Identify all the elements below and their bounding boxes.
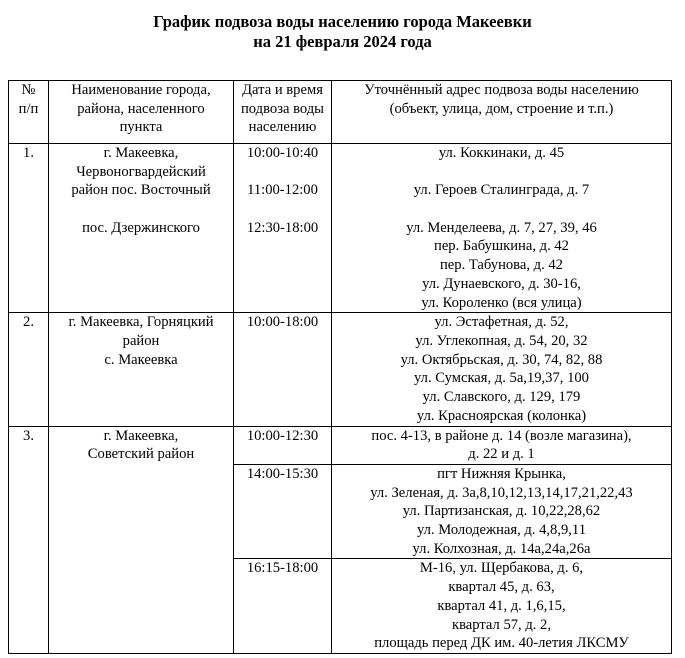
place-line: район <box>122 333 160 349</box>
time-slot: 10:00-18:00 <box>246 314 319 331</box>
time-slot: 10:00-12:30 <box>246 427 319 444</box>
row-address <box>332 464 672 559</box>
row-number <box>9 144 49 313</box>
place-line: с. Макеевка <box>104 351 178 368</box>
header-text: пункта <box>119 119 163 136</box>
row-time <box>234 559 332 654</box>
address-line: ул. Колхозная, д. 14а,24а,26а <box>412 540 591 557</box>
place-line: Советский район <box>87 446 195 463</box>
row-time <box>234 464 332 559</box>
header-text: Уточнённый адрес подвоза воды населению <box>364 82 639 98</box>
address-line: ул. Коккинаки, д. 45 <box>438 145 565 161</box>
address-line: пер. Табунова, д. 42 <box>440 257 563 274</box>
header-text: № <box>21 82 36 98</box>
row-number-text: 2. <box>23 314 34 331</box>
address-line: ул. Молодежная, д. 4,8,9,11 <box>416 522 586 539</box>
address-line: М-16, ул. Щербакова, д. 6, <box>419 560 584 577</box>
title-line-1: График подвоза воды населению города Макеевки <box>153 12 532 31</box>
row-number <box>9 426 49 653</box>
table-row <box>9 426 672 464</box>
address-line: ул. Дунаевского, д. 30-16, <box>422 275 581 292</box>
spacer <box>236 294 329 313</box>
spacer <box>236 163 329 182</box>
place-line <box>51 200 231 219</box>
table-row <box>9 144 672 313</box>
address-line: ул. Октябрьская, д. 30, 74, 82, 88 <box>400 351 603 368</box>
address-line: ул. Короленко (вся улица) <box>421 294 582 311</box>
row-time <box>234 426 332 464</box>
address-line: квартал 41, д. 1,6,15, <box>437 597 566 614</box>
row-number <box>9 313 49 426</box>
place-line: район пос. Восточный <box>71 182 211 199</box>
time-slot: 12:30-18:00 <box>246 219 319 236</box>
address-line: ул. Сумская, д. 5а,19,37, 100 <box>414 370 589 387</box>
address-line: ул. Менделеева, д. 7, 27, 39, 46 <box>406 219 597 236</box>
row-address <box>332 313 672 426</box>
header-text: подвоза воды <box>241 100 324 117</box>
place-line: пос. Дзержинского <box>82 219 200 236</box>
address-line: ул. Красноярская (колонка) <box>416 407 587 424</box>
address-line <box>334 163 669 182</box>
header-text: (объект, улица, дом, строение и т.п.) <box>389 100 614 117</box>
address-line: ул. Героев Сталинграда, д. 7 <box>413 182 590 199</box>
row-place <box>49 426 234 653</box>
address-line <box>334 200 669 219</box>
spacer <box>236 200 329 219</box>
address-line: пер. Бабушкина, д. 42 <box>434 238 569 255</box>
row-address <box>332 144 672 313</box>
header-text: Наименование города, <box>71 82 211 98</box>
address-line: квартал 45, д. 63, <box>448 579 555 596</box>
spacer <box>236 237 329 256</box>
row-time <box>234 144 332 313</box>
time-slot: 14:00-15:30 <box>246 465 319 482</box>
address-line: пгт Нижняя Крынка, <box>437 465 566 482</box>
row-address <box>332 426 672 464</box>
address-line: ул. Зеленая, д. 3а,8,10,12,13,14,17,21,22,43 <box>370 484 633 501</box>
row-number-text: 1. <box>23 145 34 161</box>
document-title <box>0 12 685 52</box>
row-address <box>332 559 672 654</box>
header-num <box>9 81 49 144</box>
header-text: Дата и время <box>242 82 323 98</box>
header-address <box>332 81 672 144</box>
row-time <box>234 313 332 426</box>
place-line: г. Макеевка, <box>103 427 179 444</box>
address-line: ул. Партизанская, д. 10,22,28,62 <box>402 503 601 520</box>
header-row <box>9 81 672 144</box>
header-time <box>234 81 332 144</box>
table-row <box>9 313 672 426</box>
address-line: ул. Углекопная, д. 54, 20, 32 <box>415 333 588 349</box>
place-line: г. Макеевка, Горняцкий <box>68 314 214 331</box>
place-line: г. Макеевка, <box>103 145 179 161</box>
header-text: населению <box>248 119 317 136</box>
row-place <box>49 313 234 426</box>
time-slot: 10:00-10:40 <box>246 145 319 161</box>
address-line: д. 22 и д. 1 <box>468 446 535 463</box>
water-schedule-table <box>8 80 672 654</box>
title-line-2: на 21 февраля 2024 года <box>253 32 432 51</box>
row-number-text: 3. <box>23 427 34 444</box>
address-line: квартал 57, д. 2, <box>451 616 552 633</box>
spacer <box>236 275 329 294</box>
spacer <box>236 256 329 275</box>
address-line: ул. Эстафетная, д. 52, <box>434 314 569 331</box>
row-place <box>49 144 234 313</box>
time-slot: 11:00-12:00 <box>247 182 318 199</box>
address-line: пос. 4-13, в районе д. 14 (возле магазина), <box>371 427 632 444</box>
header-text: района, населенного <box>77 100 205 117</box>
address-line: ул. Славского, д. 129, 179 <box>422 389 581 406</box>
header-place <box>49 81 234 144</box>
time-slot: 16:15-18:00 <box>246 560 319 577</box>
place-line: Червоногвардейский <box>76 163 206 180</box>
address-line: площадь перед ДК им. 40-летия ЛКСМУ <box>374 635 629 652</box>
header-text: п/п <box>18 100 39 117</box>
